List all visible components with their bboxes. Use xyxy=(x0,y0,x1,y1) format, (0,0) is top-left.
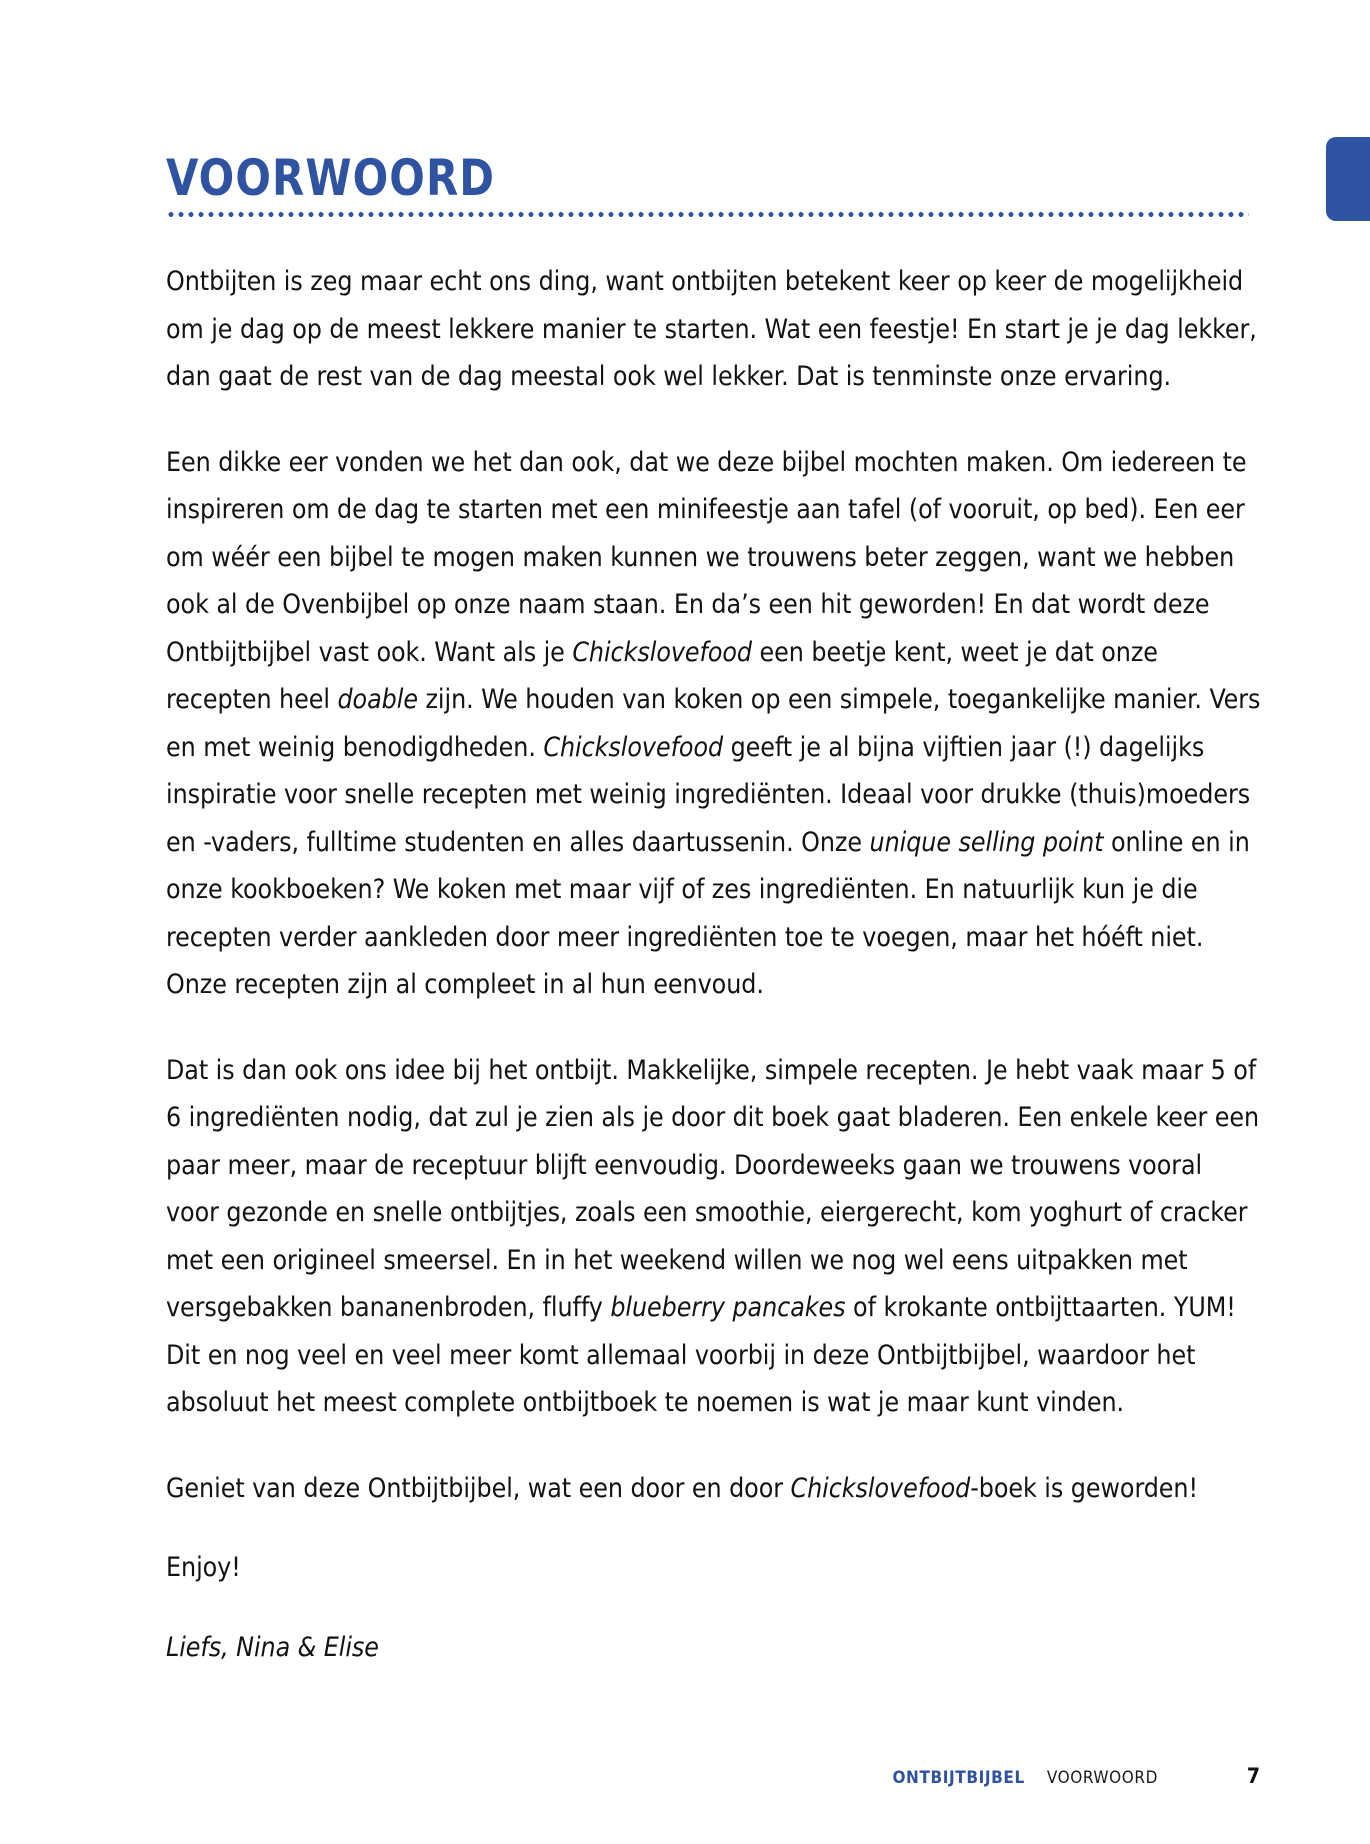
emphasis-text: Chickslovefood xyxy=(790,1472,971,1504)
paragraph-1: Ontbijten is zeg maar echt ons ding, want ontbijten betekent keer op keer de mogelijkheid om je dag op de meest lekkere manier te starten. Wat een feestje! En start je je dag lekker, dan gaat de rest van de dag meestal ook wel lekker. Dat is tenminste onze ervaring. xyxy=(166,266,1257,392)
body-text-column xyxy=(166,258,1261,1671)
paragraph-4: Geniet van deze Ontbijtbijbel, wat een door en door Chickslovefood-boek is geworden! xyxy=(166,1472,1198,1504)
emphasis-text: Liefs, Nina & Elise xyxy=(166,1631,379,1663)
dotted-divider xyxy=(166,212,1249,217)
emphasis-text: Chickslovefood xyxy=(572,636,753,668)
footer-book-title: ONTBIJTBIJBEL xyxy=(892,1768,1025,1788)
footer-section-name: VOORWOORD xyxy=(1046,1768,1158,1788)
emphasis-text: unique selling point xyxy=(869,826,1104,858)
emphasis-text: Chickslovefood xyxy=(543,731,724,763)
paragraph-3: Dat is dan ook ons idee bij het ontbijt. Makkelijke, simpele recepten. Je hebt vaak maar 5 of 6 ingrediënten nodig, dat zul je zien als je door dit boek gaat bladeren. Een enkele keer een paar meer, maar de receptuur blijft eenvoudig. Doordeweeks gaan we trouwens vooral voor gezonde en snelle ontbijtjes, zoals een smoothie, eiergerecht, kom yoghurt of cracker met een origineel smeersel. En in het weekend willen we nog wel eens uitpakken met versgebakken bananenbroden, fluffy blueberry pancakes of krokante ontbijttaarten. YUM! Dit en nog veel en veel meer komt allemaal voorbij in deze Ontbijtbijbel, waardoor het absoluut het meest complete ontbijtboek te noemen is wat je maar kunt vinden. xyxy=(166,1054,1260,1418)
footer-page-number: 7 xyxy=(1246,1764,1260,1788)
chapter-edge-tab xyxy=(1326,137,1370,221)
paragraph-2: Een dikke eer vonden we het dan ook, dat we deze bijbel mochten maken. Om iedereen te inspireren om de dag te starten met een minifeestje aan tafel (of vooruit, op bed). Een eer om wéér een bijbel te mogen maken kunnen we trouwens beter zeggen, want we hebben ook al de Ovenbijbel op onze naam staan. En da’s een hit geworden! En dat wordt deze Ontbijtbijbel vast ook. Want als je Chickslovefood een beetje kent, weet je dat onze recepten heel doable zijn. We houden van koken op een simpele, toegankelijke manier. Vers en met weinig benodigdheden. Chickslovefood geeft je al bijna vijftien jaar (!) dagelijks inspiratie voor snelle recepten met weinig ingrediënten. Ideaal voor drukke (thuis)moeders en -vaders, fulltime studenten en alles daartussenin. Onze unique selling point online en in onze kookboeken? We koken met maar vijf of zes ingrediënten. En natuurlijk kun je die recepten verder aankleden door meer ingrediënten toe te voegen, maar het hóéft niet. Onze recepten zijn al compleet in al hun eenvoud. xyxy=(166,446,1261,1000)
emphasis-text: blueberry pancakes xyxy=(610,1292,846,1323)
page-footer xyxy=(166,1764,1260,1790)
paragraph-6-signature xyxy=(166,1624,1261,1672)
emphasis-text: doable xyxy=(337,684,418,715)
paragraph-5-enjoy: Enjoy! xyxy=(166,1552,241,1583)
page-title: VOORWOORD xyxy=(166,148,496,207)
